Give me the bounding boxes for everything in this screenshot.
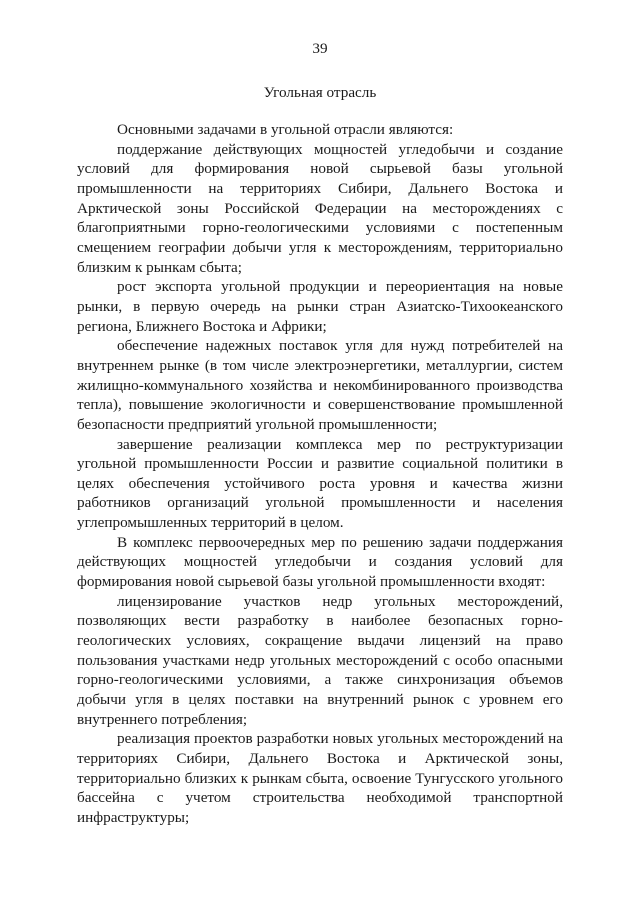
measures-intro-paragraph: В комплекс первоочередных мер по решению задачи поддержания действующих мощностей угледобычи и создания условий для формирования новой сырьевой базы угольной промышленности входят: <box>77 533 563 591</box>
task-paragraph: рост экспорта угольной продукции и переориентация на новые рынки, в первую очередь на рынки стран Азиатско-Тихоокеанского региона, Ближнего Востока и Африки; <box>77 278 563 335</box>
task-paragraph: завершение реализации комплекса мер по реструктуризации угольной промышленности России и развитие социальной политики в целях обеспечения устойчивого роста уровня и качества жизни работников организаций угольной промышленности и населения углепромышленных территорий в целом. <box>77 435 563 532</box>
section-heading: Угольная отрасль <box>263 84 377 101</box>
measure-paragraph: лицензирование участков недр угольных месторождений, позволяющих вести разработку в наиболее безопасных горно-геологических условиях, сокращение выдачи лицензий на право пользования участками недр угольных месторождений с особо опасными горно-геологическими условиями, а также синхронизация объемов добычи угля в целях поставки на внутренний рынок с уровнем его внутреннего потребления; <box>77 592 563 728</box>
section-body <box>77 120 563 828</box>
measure-paragraph: реализация проектов разработки новых угольных месторождений на территориях Сибири, Дальнего Востока и Арктической зоны, территориально близких к рынкам сбыта, освоение Тунгусского угольного бассейна с учетом строительства необходимой транспортной инфраструктуры; <box>77 730 563 826</box>
intro-paragraph: Основными задачами в угольной отрасли являются: <box>117 121 454 138</box>
task-paragraph: обеспечение надежных поставок угля для нужд потребителей на внутреннем рынке (в том числе электроэнергетики, металлургии, систем жилищно-коммунального хозяйства и некомбинированного производства тепла), повышение экологичности и совершенствование промышленной безопасности предприятий угольной промышленности; <box>77 337 563 433</box>
page-number: 39 <box>312 40 328 57</box>
task-paragraph: поддержание действующих мощностей угледобычи и создание условий для формирования новой сырьевой базы угольной промышленности на территориях Сибири, Дальнего Востока и Арктической зоны Российской Федерации на месторождениях с благоприятными горно-геологическими условиями с постепенным смещением географии добычи угля к месторождениям, территориально близким к рынкам сбыта; <box>77 140 563 276</box>
